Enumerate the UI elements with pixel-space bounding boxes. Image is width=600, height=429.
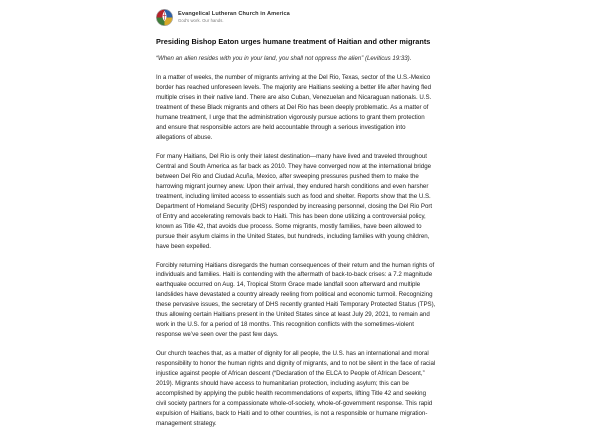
masthead — [156, 0, 436, 26]
page-title: Presiding Bishop Eaton urges humane treatment of Haitian and other migrants — [156, 37, 431, 46]
body-paragraph: For many Haitians, Del Rio is only their latest destination—many have lived and traveled throughout Central and South America as far back as 2010. They have converged now at the international bridge between Del Rio and Ciudad Acuña, Mexico, after sweeping pressures pushed them to make the harrowing migrant journey anew. Upon their arrival, they endured harsh conditions and even harsher treatment, including limited access to essentials such as food and shelter. Reports show that the U.S. Department of Homeland Security (DHS) responded by increasing personnel, closing the Del Rio Port of Entry and accelerating removals back to Haiti. This has been done utilizing a controversial policy, known as Title 42, that avoids due process. Some migrants, mostly families, have been allowed to pursue their asylum claims in the United States, but hundreds, including families with young children, have been expelled. — [156, 152, 433, 250]
organization-tagline: God's work. Our hands. — [178, 18, 224, 24]
elca-seal-icon — [156, 9, 173, 26]
body-paragraph: Forcibly returning Haitians disregards the human consequences of their return and the human rights of individuals and families. Haiti is contending with the aftermath of back-to-back crises: a 7.2 magnitude earthquake occurred on Aug. 14, Tropical Storm Grace made landfall soon afterward and multiple landslides have devastated a country already reeling from political and economic turmoil. Recognizing these pervasive issues, the secretary of DHS recently granted Haiti Temporary Protected Status (TPS), thus allowing certain Haitians present in the United States since at least July 29, 2021, to remain and work in the U.S. for a period of 18 months. This recognition conflicts with the sometimes-violent response we’ve seen over the past few days. — [156, 261, 436, 339]
organization-name: Evangelical Lutheran Church in America — [178, 10, 290, 17]
body-paragraph: Our church teaches that, as a matter of dignity for all people, the U.S. has an international and moral responsibility to honor the human rights and dignity of migrants, and to not be silent in the face of racial injustice against people of African descent (“Declaration of the ELCA to People of African Descent,” 2019). Migrants should have access to humanitarian protection, including asylum; this can be accomplished by applying the public health recommendations of experts, lifting Title 42 and seeking civil society partners for a compassionate whole-of-society, whole-of-government response. This rapid expulsion of Haitians, back to Haiti and to other countries, is not a responsible or humane migration-management strategy. — [156, 350, 436, 428]
masthead-text — [178, 12, 290, 24]
body-paragraph: In a matter of weeks, the number of migrants arriving at the Del Rio, Texas, sector of the U.S.-Mexico border has reached unforeseen levels. The majority are Haitians seeking a better life after having fled multiple crises in their native land. There are also Cuban, Venezuelan and Nicaraguan nationals. U.S. treatment of these Black migrants and others at Del Rio has been deeply problematic. As a matter of humane treatment, I urge that the administration vigorously pursue actions to grant them protection and ensure that responsible actors are held accountable through a serious investigation into allegations of abuse. — [156, 74, 432, 141]
scripture-quote: “When an alien resides with you in your land, you shall not oppress the alien” (Leviticus 19:33). — [156, 55, 412, 63]
content-column — [156, 0, 436, 429]
